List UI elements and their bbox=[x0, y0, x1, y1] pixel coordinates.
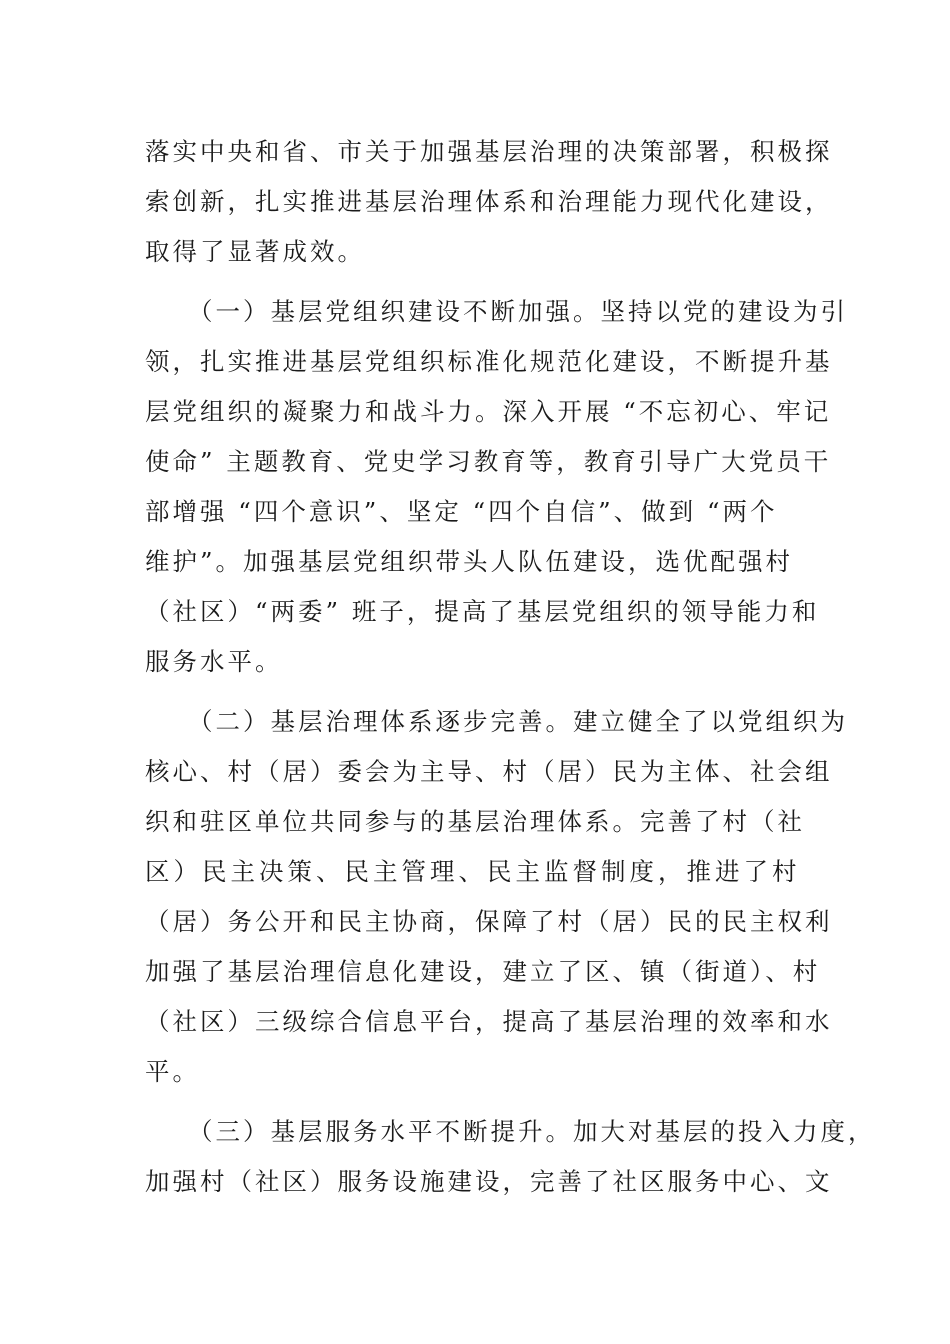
text-line: 加强了基层治理信息化建设，建立了区、镇（街道）、村 bbox=[145, 957, 821, 986]
text-line: 落实中央和省、市关于加强基层治理的决策部署，积极探 bbox=[145, 137, 833, 166]
text-line: （居）务公开和民主协商，保障了村（居）民的民主权利 bbox=[145, 907, 833, 936]
text-line: 区）民主决策、民主管理、民主监督制度，推进了村 bbox=[145, 857, 801, 886]
text-line: （三）基层服务水平不断提升。加大对基层的投入力度， bbox=[188, 1117, 876, 1146]
text-line: 部增强 “四个意识”、坚定 “四个自信”、做到 “两个 bbox=[145, 497, 778, 526]
text-line: （社区）三级综合信息平台，提高了基层治理的效率和水 bbox=[145, 1007, 833, 1036]
text-line: 领，扎实推进基层党组织标准化规范化建设，不断提升基 bbox=[145, 347, 833, 376]
text-line: （社区）“两委” 班子，提高了基层党组织的领导能力和 bbox=[145, 597, 820, 626]
text-line: 维护”。加强基层党组织带头人队伍建设，选优配强村 bbox=[145, 547, 794, 576]
text-line: 取得了显著成效。 bbox=[145, 237, 365, 266]
text-line: 服务水平。 bbox=[145, 647, 283, 676]
text-line: （二）基层治理体系逐步完善。建立健全了以党组织为 bbox=[188, 707, 848, 736]
text-line: 核心、村（居）委会为主导、村（居）民为主体、社会组 bbox=[145, 757, 833, 786]
text-line: 层党组织的凝聚力和战斗力。深入开展 “不忘初心、牢记 bbox=[145, 397, 832, 426]
text-line: 加强村（社区）服务设施建设，完善了社区服务中心、文 bbox=[145, 1167, 833, 1196]
text-line: 织和驻区单位共同参与的基层治理体系。完善了村（社 bbox=[145, 807, 805, 836]
text-line: 使命” 主题教育、党史学习教育等，教育引导广大党员干 bbox=[145, 447, 832, 476]
text-line: （一）基层党组织建设不断加强。坚持以党的建设为引 bbox=[188, 297, 848, 326]
text-line: 索创新，扎实推进基层治理体系和治理能力现代化建设， bbox=[145, 187, 833, 216]
text-line: 平。 bbox=[145, 1057, 200, 1086]
